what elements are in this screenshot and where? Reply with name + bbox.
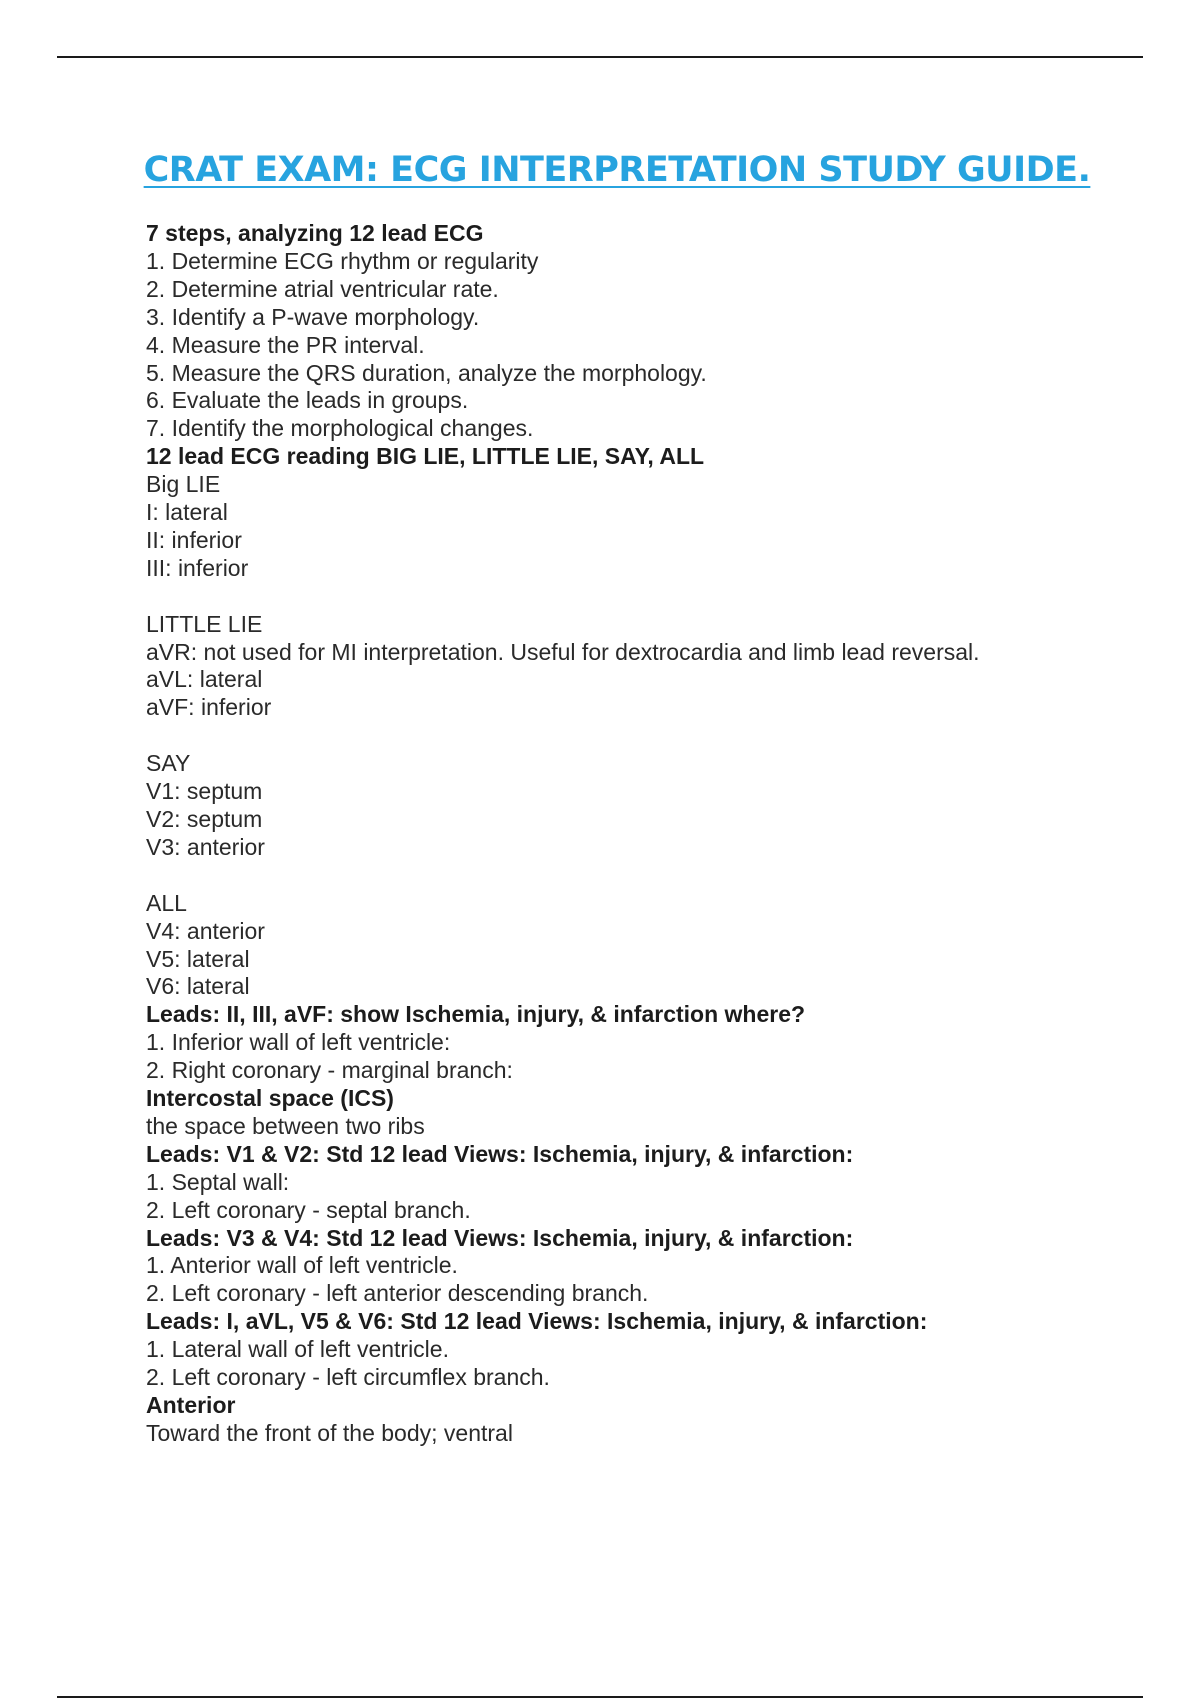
body-line: 2. Determine atrial ventricular rate. bbox=[146, 275, 499, 302]
top-rule bbox=[57, 56, 1143, 58]
body-line: 1. Septal wall: bbox=[146, 1168, 290, 1195]
body-line: III: inferior bbox=[146, 554, 249, 581]
body-line: 2. Left coronary - left anterior descending branch. bbox=[146, 1280, 649, 1307]
blank-line bbox=[146, 722, 1146, 750]
body-line: aVR: not used for MI interpretation. Useful for dextrocardia and limb lead reversal. bbox=[146, 638, 980, 665]
body-line: V4: anterior bbox=[146, 917, 265, 944]
document-title bbox=[0, 150, 1200, 190]
body-line: 4. Measure the PR interval. bbox=[146, 331, 425, 358]
section-heading: Leads: V1 & V2: Std 12 lead Views: Ischemia, injury, & infarction: bbox=[146, 1140, 854, 1167]
body-line: 2. Left coronary - left circumflex branch. bbox=[146, 1364, 550, 1391]
body-line: 6. Evaluate the leads in groups. bbox=[146, 387, 469, 414]
body-line: aVF: inferior bbox=[146, 694, 272, 721]
bottom-rule bbox=[57, 1696, 1143, 1698]
body-line: 1. Determine ECG rhythm or regularity bbox=[146, 247, 539, 274]
document-title-text: CRAT EXAM: ECG INTERPRETATION STUDY GUIDE. bbox=[143, 150, 1091, 190]
body-line: 1. Lateral wall of left ventricle. bbox=[146, 1336, 449, 1363]
body-line: 5. Measure the QRS duration, analyze the morphology. bbox=[146, 359, 707, 386]
body-line: Big LIE bbox=[146, 471, 221, 498]
body-line: V6: lateral bbox=[146, 973, 250, 1000]
body-line: 2. Left coronary - septal branch. bbox=[146, 1196, 471, 1223]
body-line: V1: septum bbox=[146, 778, 263, 805]
body-line: aVL: lateral bbox=[146, 666, 263, 693]
body-line: Toward the front of the body; ventral bbox=[146, 1419, 513, 1446]
body-line: V5: lateral bbox=[146, 945, 250, 972]
body-line: 7. Identify the morphological changes. bbox=[146, 415, 534, 442]
body-line: 1. Anterior wall of left ventricle. bbox=[146, 1252, 458, 1279]
body-line: 2. Right coronary - marginal branch: bbox=[146, 1057, 513, 1084]
blank-line bbox=[146, 583, 1146, 611]
section-heading: 12 lead ECG reading BIG LIE, LITTLE LIE, SAY, ALL bbox=[146, 443, 705, 470]
body-line: the space between two ribs bbox=[146, 1112, 425, 1139]
body-line: V2: septum bbox=[146, 806, 263, 832]
section-heading: Leads: II, III, aVF: show Ischemia, injury, & infarction where? bbox=[146, 1001, 806, 1028]
document-body bbox=[146, 220, 1146, 1448]
section-heading: 7 steps, analyzing 12 lead ECG bbox=[146, 220, 484, 246]
body-line: V3: anterior bbox=[146, 833, 265, 860]
section-heading: Leads: I, aVL, V5 & V6: Std 12 lead Views: Ischemia, injury, & infarction: bbox=[146, 1308, 928, 1335]
body-line: I: lateral bbox=[146, 499, 228, 526]
body-line: SAY bbox=[146, 750, 191, 777]
body-line: 1. Inferior wall of left ventricle: bbox=[146, 1029, 451, 1056]
body-line: ALL bbox=[146, 889, 187, 916]
section-heading: Intercostal space (ICS) bbox=[146, 1085, 394, 1112]
body-line: II: inferior bbox=[146, 526, 242, 553]
body-line: 3. Identify a P-wave morphology. bbox=[146, 303, 480, 330]
section-heading: Anterior bbox=[146, 1392, 236, 1419]
body-line: LITTLE LIE bbox=[146, 610, 263, 637]
blank-line bbox=[146, 862, 1146, 890]
section-heading: Leads: V3 & V4: Std 12 lead Views: Ischemia, injury, & infarction: bbox=[146, 1224, 854, 1251]
